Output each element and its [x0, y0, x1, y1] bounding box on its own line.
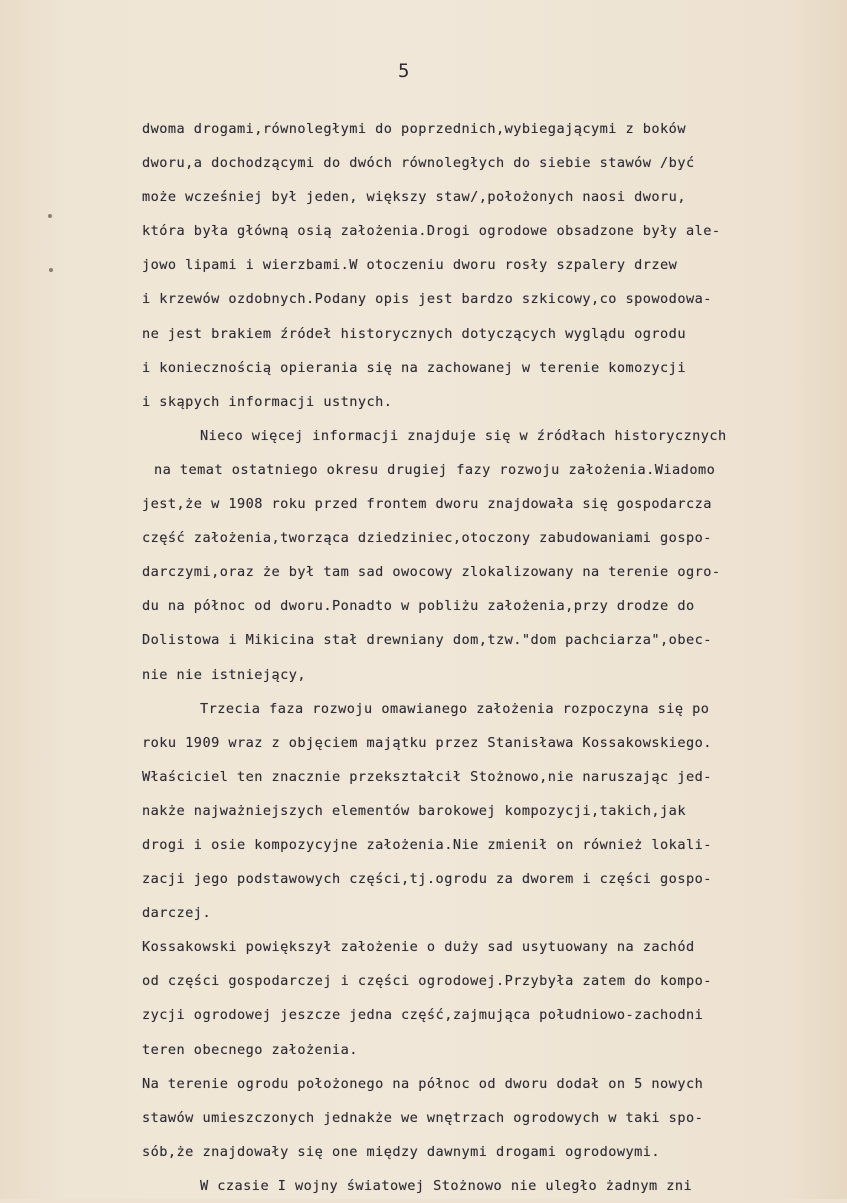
text-line: i skąpych informacji ustnych. [142, 393, 393, 410]
text-line: roku 1909 wraz z objęciem majątku przez Stanisława Kossakowskiego. [142, 734, 712, 751]
body-text [142, 112, 842, 1203]
text-line: i krzewów ozdobnych.Podany opis jest bardzo szkicowy,co spowodowa- [142, 291, 712, 308]
text-line: i koniecznością opierania się na zachowanej w terenie komozycji [142, 359, 686, 376]
text-line: zycji ogrodowej jeszcze jedna część,zajmująca południowo-zachodni [142, 1007, 704, 1024]
text-line: Trzecia faza rozwoju omawianego założenia rozpoczyna się po [200, 700, 710, 717]
text-line: dwoma drogami,równoległymi do poprzednich,wybiegającymi z boków [142, 121, 686, 137]
text-line: darczej. [142, 905, 212, 922]
text-line: teren obecnego założenia. [142, 1041, 358, 1058]
text-line: dworu,a dochodzącymi do dwóch równoległych do siebie stawów /być [142, 155, 695, 172]
text-line: darczymi,oraz że był tam sad owocowy zlokalizowany na terenie ogro- [142, 564, 721, 581]
punch-hole-mark [48, 214, 52, 218]
text-line: Dolistowa i Mikicina stał drewniany dom,tzw."dom pachciarza",obec- [142, 632, 712, 649]
text-line: zacji jego podstawowych części,tj.ogrodu za dworem i części gospo- [142, 871, 712, 888]
text-line: Nieco więcej informacji znajduje się w źródłach historycznych [200, 427, 727, 444]
punch-hole-mark [49, 268, 53, 272]
text-line: sób,że znajdowały się one między dawnymi drogami ogrodowymi. [142, 1143, 661, 1160]
text-line: jest,że w 1908 roku przed frontem dworu znajdowała się gospodarcza [142, 496, 712, 513]
text-line: Kossakowski powiększył założenie o duży sad usytuowany na zachód [142, 939, 695, 956]
text-line: jowo lipami i wierzbami.W otoczeniu dworu rosły szpalery drzew [142, 257, 678, 274]
text-line: część założenia,tworząca dziedziniec,otoczony zabudowaniami gospo- [142, 530, 712, 547]
text-line: nakże najważniejszych elementów barokowej kompozycji,takich,jak [142, 802, 686, 819]
text-line: nie nie istniejący, [142, 666, 307, 683]
text-line: Właściciel ten znacznie przekształcił Stożnowo,nie naruszając jed- [142, 768, 712, 785]
text-line: du na północ od dworu.Ponadto w pobliżu założenia,przy drodze do [142, 598, 695, 615]
text-line: na temat ostatniego okresu drugiej fazy rozwoju założenia.Wiadomo [154, 461, 716, 478]
text-line: W czasie I wojny światowej Stożnowo nie uległo żadnym zni [200, 1177, 693, 1194]
text-line: ne jest brakiem źródeł historycznych dotyczących wyglądu ogrodu [142, 325, 686, 342]
text-line: która była główną osią założenia.Drogi ogrodowe obsadzone były ale- [142, 223, 721, 240]
page-number: 5 [398, 60, 410, 82]
text-line: Na terenie ogrodu położonego na północ od dworu dodał on 5 nowych [142, 1075, 704, 1092]
text-line: stawów umieszczonych jednakże we wnętrzach ogrodowych w taki spo- [142, 1109, 704, 1126]
text-line: może wcześniej był jeden, większy staw/,położonych naosi dworu, [142, 189, 686, 206]
text-line: drogi i osie kompozycyjne założenia.Nie zmienił on również lokali- [142, 836, 712, 853]
text-line: od części gospodarczej i części ogrodowej.Przybyła zatem do kompo- [142, 973, 712, 990]
